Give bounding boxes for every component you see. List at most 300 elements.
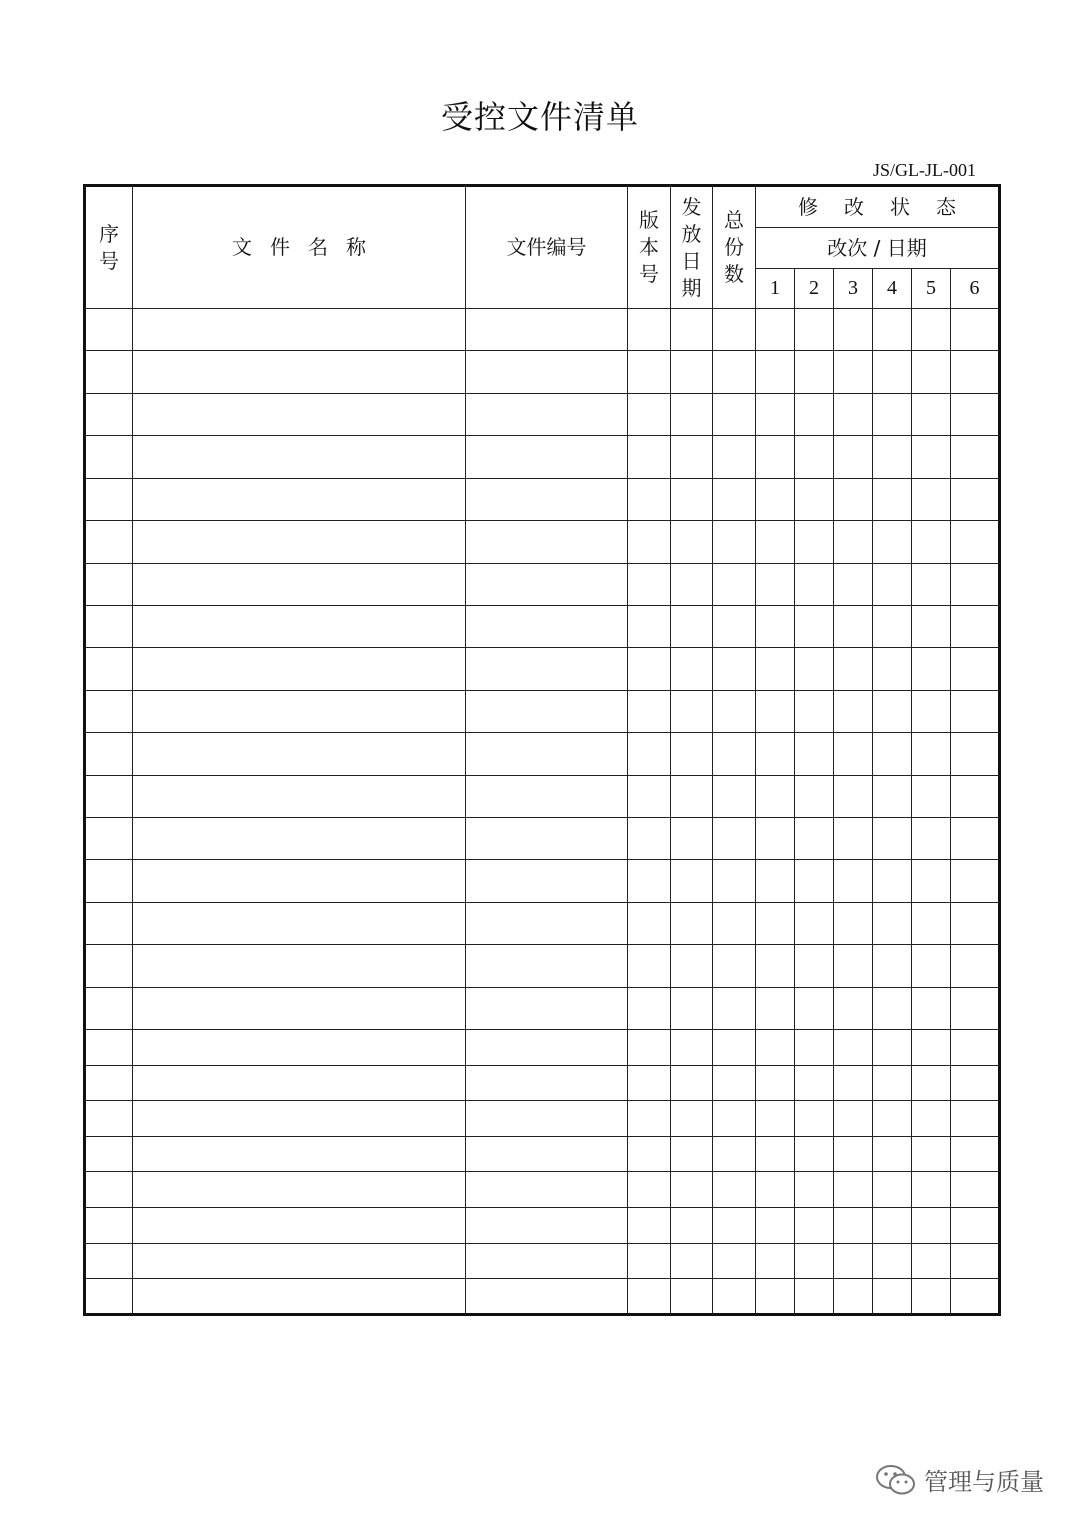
table-cell[interactable] xyxy=(133,478,466,520)
table-cell[interactable] xyxy=(912,818,951,860)
table-cell[interactable] xyxy=(951,733,1000,775)
table-cell[interactable] xyxy=(133,1172,466,1208)
table-cell[interactable] xyxy=(912,648,951,690)
table-cell[interactable] xyxy=(85,563,133,605)
table-cell[interactable] xyxy=(466,1172,628,1208)
table-cell[interactable] xyxy=(951,945,1000,987)
table-cell[interactable] xyxy=(671,1243,713,1279)
table-cell[interactable] xyxy=(466,1030,628,1066)
table-cell[interactable] xyxy=(834,436,873,478)
table-cell[interactable] xyxy=(951,521,1000,563)
table-cell[interactable] xyxy=(834,1030,873,1066)
table-cell[interactable] xyxy=(713,733,756,775)
table-cell[interactable] xyxy=(628,733,671,775)
table-cell[interactable] xyxy=(912,775,951,817)
table-cell[interactable] xyxy=(628,1243,671,1279)
table-cell[interactable] xyxy=(795,648,834,690)
table-cell[interactable] xyxy=(834,351,873,393)
table-cell[interactable] xyxy=(713,1030,756,1066)
table-cell[interactable] xyxy=(713,860,756,902)
table-cell[interactable] xyxy=(795,1172,834,1208)
table-cell[interactable] xyxy=(133,987,466,1029)
table-cell[interactable] xyxy=(85,1065,133,1101)
table-cell[interactable] xyxy=(951,563,1000,605)
table-cell[interactable] xyxy=(466,436,628,478)
table-cell[interactable] xyxy=(873,309,912,351)
table-cell[interactable] xyxy=(133,1243,466,1279)
table-cell[interactable] xyxy=(795,818,834,860)
table-cell[interactable] xyxy=(628,818,671,860)
table-cell[interactable] xyxy=(795,478,834,520)
table-cell[interactable] xyxy=(133,1101,466,1137)
table-cell[interactable] xyxy=(873,1172,912,1208)
table-cell[interactable] xyxy=(466,605,628,647)
table-cell[interactable] xyxy=(713,818,756,860)
table-cell[interactable] xyxy=(951,436,1000,478)
table-cell[interactable] xyxy=(873,860,912,902)
table-cell[interactable] xyxy=(713,987,756,1029)
table-cell[interactable] xyxy=(951,1065,1000,1101)
table-cell[interactable] xyxy=(85,902,133,944)
table-cell[interactable] xyxy=(951,393,1000,435)
table-cell[interactable] xyxy=(133,605,466,647)
table-cell[interactable] xyxy=(85,436,133,478)
table-cell[interactable] xyxy=(756,987,795,1029)
table-cell[interactable] xyxy=(951,1101,1000,1137)
table-cell[interactable] xyxy=(85,605,133,647)
table-cell[interactable] xyxy=(834,902,873,944)
table-cell[interactable] xyxy=(713,1279,756,1315)
table-cell[interactable] xyxy=(873,1243,912,1279)
table-cell[interactable] xyxy=(834,690,873,732)
table-cell[interactable] xyxy=(466,775,628,817)
table-cell[interactable] xyxy=(466,690,628,732)
table-cell[interactable] xyxy=(628,351,671,393)
table-cell[interactable] xyxy=(466,1136,628,1172)
table-cell[interactable] xyxy=(756,818,795,860)
table-cell[interactable] xyxy=(834,1279,873,1315)
table-cell[interactable] xyxy=(795,945,834,987)
table-cell[interactable] xyxy=(466,1243,628,1279)
table-cell[interactable] xyxy=(713,648,756,690)
table-cell[interactable] xyxy=(834,648,873,690)
table-cell[interactable] xyxy=(133,945,466,987)
table-cell[interactable] xyxy=(873,1030,912,1066)
table-cell[interactable] xyxy=(756,945,795,987)
table-cell[interactable] xyxy=(628,1101,671,1137)
table-cell[interactable] xyxy=(133,648,466,690)
table-cell[interactable] xyxy=(912,351,951,393)
table-cell[interactable] xyxy=(671,1172,713,1208)
table-cell[interactable] xyxy=(834,860,873,902)
table-cell[interactable] xyxy=(671,1136,713,1172)
table-cell[interactable] xyxy=(671,733,713,775)
table-cell[interactable] xyxy=(713,1101,756,1137)
table-cell[interactable] xyxy=(951,605,1000,647)
table-cell[interactable] xyxy=(951,1243,1000,1279)
table-cell[interactable] xyxy=(795,1065,834,1101)
table-cell[interactable] xyxy=(756,1101,795,1137)
table-cell[interactable] xyxy=(466,733,628,775)
table-cell[interactable] xyxy=(628,1172,671,1208)
table-cell[interactable] xyxy=(466,1065,628,1101)
table-cell[interactable] xyxy=(713,309,756,351)
table-cell[interactable] xyxy=(713,1243,756,1279)
table-cell[interactable] xyxy=(756,1208,795,1244)
table-cell[interactable] xyxy=(713,1172,756,1208)
table-cell[interactable] xyxy=(756,860,795,902)
table-cell[interactable] xyxy=(834,1065,873,1101)
table-cell[interactable] xyxy=(873,351,912,393)
table-cell[interactable] xyxy=(466,351,628,393)
table-cell[interactable] xyxy=(466,521,628,563)
table-cell[interactable] xyxy=(466,1279,628,1315)
table-cell[interactable] xyxy=(834,1208,873,1244)
table-cell[interactable] xyxy=(951,775,1000,817)
table-cell[interactable] xyxy=(713,902,756,944)
table-cell[interactable] xyxy=(873,1208,912,1244)
table-cell[interactable] xyxy=(628,436,671,478)
table-cell[interactable] xyxy=(912,1243,951,1279)
table-cell[interactable] xyxy=(466,902,628,944)
table-cell[interactable] xyxy=(912,1208,951,1244)
table-cell[interactable] xyxy=(795,1208,834,1244)
table-cell[interactable] xyxy=(873,733,912,775)
table-cell[interactable] xyxy=(85,775,133,817)
table-cell[interactable] xyxy=(795,563,834,605)
table-cell[interactable] xyxy=(912,1030,951,1066)
table-cell[interactable] xyxy=(133,393,466,435)
table-cell[interactable] xyxy=(873,478,912,520)
table-cell[interactable] xyxy=(466,987,628,1029)
table-cell[interactable] xyxy=(951,1030,1000,1066)
table-cell[interactable] xyxy=(713,563,756,605)
table-cell[interactable] xyxy=(133,1065,466,1101)
table-cell[interactable] xyxy=(671,1279,713,1315)
table-cell[interactable] xyxy=(756,309,795,351)
table-cell[interactable] xyxy=(795,1243,834,1279)
table-cell[interactable] xyxy=(713,605,756,647)
table-cell[interactable] xyxy=(671,563,713,605)
table-cell[interactable] xyxy=(671,1208,713,1244)
table-cell[interactable] xyxy=(756,605,795,647)
table-cell[interactable] xyxy=(85,309,133,351)
table-cell[interactable] xyxy=(671,902,713,944)
table-cell[interactable] xyxy=(628,393,671,435)
table-cell[interactable] xyxy=(466,945,628,987)
table-cell[interactable] xyxy=(912,987,951,1029)
table-cell[interactable] xyxy=(912,605,951,647)
table-cell[interactable] xyxy=(951,902,1000,944)
table-cell[interactable] xyxy=(85,690,133,732)
table-cell[interactable] xyxy=(834,945,873,987)
table-cell[interactable] xyxy=(628,563,671,605)
table-cell[interactable] xyxy=(671,351,713,393)
table-cell[interactable] xyxy=(873,648,912,690)
table-cell[interactable] xyxy=(834,818,873,860)
table-cell[interactable] xyxy=(756,690,795,732)
table-cell[interactable] xyxy=(628,1065,671,1101)
table-cell[interactable] xyxy=(951,478,1000,520)
table-cell[interactable] xyxy=(466,563,628,605)
table-cell[interactable] xyxy=(873,1279,912,1315)
table-cell[interactable] xyxy=(133,733,466,775)
table-cell[interactable] xyxy=(713,945,756,987)
table-cell[interactable] xyxy=(795,309,834,351)
table-cell[interactable] xyxy=(85,521,133,563)
table-cell[interactable] xyxy=(912,945,951,987)
table-cell[interactable] xyxy=(713,775,756,817)
table-cell[interactable] xyxy=(912,393,951,435)
table-cell[interactable] xyxy=(466,860,628,902)
table-cell[interactable] xyxy=(671,860,713,902)
table-cell[interactable] xyxy=(713,1208,756,1244)
table-cell[interactable] xyxy=(834,733,873,775)
table-cell[interactable] xyxy=(85,351,133,393)
table-cell[interactable] xyxy=(834,987,873,1029)
table-cell[interactable] xyxy=(628,648,671,690)
table-cell[interactable] xyxy=(85,1172,133,1208)
table-cell[interactable] xyxy=(873,393,912,435)
table-cell[interactable] xyxy=(912,1172,951,1208)
table-cell[interactable] xyxy=(795,1101,834,1137)
table-cell[interactable] xyxy=(628,1136,671,1172)
table-cell[interactable] xyxy=(133,351,466,393)
table-cell[interactable] xyxy=(85,1208,133,1244)
table-cell[interactable] xyxy=(133,521,466,563)
table-cell[interactable] xyxy=(834,521,873,563)
table-cell[interactable] xyxy=(873,690,912,732)
table-cell[interactable] xyxy=(671,987,713,1029)
table-cell[interactable] xyxy=(951,818,1000,860)
table-cell[interactable] xyxy=(85,478,133,520)
table-cell[interactable] xyxy=(912,521,951,563)
table-cell[interactable] xyxy=(85,945,133,987)
table-cell[interactable] xyxy=(873,563,912,605)
table-cell[interactable] xyxy=(671,605,713,647)
table-cell[interactable] xyxy=(912,1279,951,1315)
table-cell[interactable] xyxy=(834,309,873,351)
table-cell[interactable] xyxy=(713,690,756,732)
table-cell[interactable] xyxy=(834,775,873,817)
table-cell[interactable] xyxy=(628,309,671,351)
table-cell[interactable] xyxy=(85,1030,133,1066)
table-cell[interactable] xyxy=(628,1208,671,1244)
table-cell[interactable] xyxy=(671,521,713,563)
table-cell[interactable] xyxy=(466,648,628,690)
table-cell[interactable] xyxy=(466,1101,628,1137)
table-cell[interactable] xyxy=(834,1172,873,1208)
table-cell[interactable] xyxy=(85,987,133,1029)
table-cell[interactable] xyxy=(133,902,466,944)
table-cell[interactable] xyxy=(873,1065,912,1101)
table-cell[interactable] xyxy=(85,1136,133,1172)
table-cell[interactable] xyxy=(795,393,834,435)
table-cell[interactable] xyxy=(912,902,951,944)
table-cell[interactable] xyxy=(628,1030,671,1066)
table-cell[interactable] xyxy=(713,393,756,435)
table-cell[interactable] xyxy=(133,1136,466,1172)
table-cell[interactable] xyxy=(713,351,756,393)
table-cell[interactable] xyxy=(873,521,912,563)
table-cell[interactable] xyxy=(756,351,795,393)
table-cell[interactable] xyxy=(756,1065,795,1101)
table-cell[interactable] xyxy=(756,1136,795,1172)
table-cell[interactable] xyxy=(756,1030,795,1066)
table-cell[interactable] xyxy=(133,860,466,902)
table-cell[interactable] xyxy=(756,393,795,435)
table-cell[interactable] xyxy=(671,690,713,732)
table-cell[interactable] xyxy=(795,1279,834,1315)
table-cell[interactable] xyxy=(795,351,834,393)
table-cell[interactable] xyxy=(671,393,713,435)
table-cell[interactable] xyxy=(756,1243,795,1279)
table-cell[interactable] xyxy=(756,478,795,520)
table-cell[interactable] xyxy=(85,648,133,690)
table-cell[interactable] xyxy=(873,1101,912,1137)
table-cell[interactable] xyxy=(628,478,671,520)
table-cell[interactable] xyxy=(466,478,628,520)
table-cell[interactable] xyxy=(671,1101,713,1137)
table-cell[interactable] xyxy=(671,1065,713,1101)
table-cell[interactable] xyxy=(912,1101,951,1137)
table-cell[interactable] xyxy=(912,1065,951,1101)
table-cell[interactable] xyxy=(133,1030,466,1066)
table-cell[interactable] xyxy=(795,860,834,902)
table-cell[interactable] xyxy=(795,521,834,563)
table-cell[interactable] xyxy=(133,818,466,860)
table-cell[interactable] xyxy=(133,563,466,605)
table-cell[interactable] xyxy=(671,309,713,351)
table-cell[interactable] xyxy=(671,436,713,478)
table-cell[interactable] xyxy=(873,902,912,944)
table-cell[interactable] xyxy=(756,902,795,944)
table-cell[interactable] xyxy=(951,1208,1000,1244)
table-cell[interactable] xyxy=(133,775,466,817)
table-cell[interactable] xyxy=(795,775,834,817)
table-cell[interactable] xyxy=(671,818,713,860)
table-cell[interactable] xyxy=(85,393,133,435)
table-cell[interactable] xyxy=(912,309,951,351)
table-cell[interactable] xyxy=(628,902,671,944)
table-cell[interactable] xyxy=(951,860,1000,902)
table-cell[interactable] xyxy=(951,309,1000,351)
table-cell[interactable] xyxy=(628,605,671,647)
table-cell[interactable] xyxy=(133,436,466,478)
table-cell[interactable] xyxy=(133,309,466,351)
table-cell[interactable] xyxy=(756,1279,795,1315)
table-cell[interactable] xyxy=(628,945,671,987)
table-cell[interactable] xyxy=(795,902,834,944)
table-cell[interactable] xyxy=(85,860,133,902)
table-cell[interactable] xyxy=(873,605,912,647)
table-cell[interactable] xyxy=(951,1172,1000,1208)
table-cell[interactable] xyxy=(85,733,133,775)
table-cell[interactable] xyxy=(912,563,951,605)
table-cell[interactable] xyxy=(756,1172,795,1208)
table-cell[interactable] xyxy=(951,351,1000,393)
table-cell[interactable] xyxy=(912,733,951,775)
table-cell[interactable] xyxy=(713,1065,756,1101)
table-cell[interactable] xyxy=(951,648,1000,690)
table-cell[interactable] xyxy=(628,521,671,563)
table-cell[interactable] xyxy=(756,563,795,605)
table-cell[interactable] xyxy=(912,436,951,478)
table-cell[interactable] xyxy=(951,1136,1000,1172)
table-cell[interactable] xyxy=(756,648,795,690)
table-cell[interactable] xyxy=(628,987,671,1029)
table-cell[interactable] xyxy=(713,436,756,478)
table-cell[interactable] xyxy=(713,521,756,563)
table-cell[interactable] xyxy=(873,775,912,817)
table-cell[interactable] xyxy=(466,818,628,860)
table-cell[interactable] xyxy=(628,775,671,817)
table-cell[interactable] xyxy=(756,775,795,817)
table-cell[interactable] xyxy=(133,690,466,732)
table-cell[interactable] xyxy=(873,1136,912,1172)
table-cell[interactable] xyxy=(85,1279,133,1315)
table-cell[interactable] xyxy=(912,1136,951,1172)
table-cell[interactable] xyxy=(795,605,834,647)
table-cell[interactable] xyxy=(834,563,873,605)
table-cell[interactable] xyxy=(671,945,713,987)
table-cell[interactable] xyxy=(85,818,133,860)
table-cell[interactable] xyxy=(873,818,912,860)
table-cell[interactable] xyxy=(951,1279,1000,1315)
table-cell[interactable] xyxy=(466,1208,628,1244)
table-cell[interactable] xyxy=(756,733,795,775)
table-cell[interactable] xyxy=(834,1243,873,1279)
table-cell[interactable] xyxy=(756,521,795,563)
table-cell[interactable] xyxy=(951,690,1000,732)
table-cell[interactable] xyxy=(85,1243,133,1279)
table-cell[interactable] xyxy=(912,690,951,732)
table-cell[interactable] xyxy=(834,393,873,435)
table-cell[interactable] xyxy=(795,1136,834,1172)
table-cell[interactable] xyxy=(671,648,713,690)
table-cell[interactable] xyxy=(873,945,912,987)
table-cell[interactable] xyxy=(873,436,912,478)
table-cell[interactable] xyxy=(795,436,834,478)
table-cell[interactable] xyxy=(756,436,795,478)
table-cell[interactable] xyxy=(912,860,951,902)
table-cell[interactable] xyxy=(834,605,873,647)
table-cell[interactable] xyxy=(713,1136,756,1172)
table-cell[interactable] xyxy=(466,393,628,435)
table-cell[interactable] xyxy=(834,478,873,520)
table-cell[interactable] xyxy=(795,733,834,775)
table-cell[interactable] xyxy=(628,860,671,902)
table-cell[interactable] xyxy=(912,478,951,520)
table-cell[interactable] xyxy=(795,1030,834,1066)
table-cell[interactable] xyxy=(671,478,713,520)
table-cell[interactable] xyxy=(795,690,834,732)
table-cell[interactable] xyxy=(713,478,756,520)
table-cell[interactable] xyxy=(951,987,1000,1029)
table-cell[interactable] xyxy=(671,1030,713,1066)
table-cell[interactable] xyxy=(628,690,671,732)
table-cell[interactable] xyxy=(873,987,912,1029)
table-cell[interactable] xyxy=(133,1279,466,1315)
table-cell[interactable] xyxy=(834,1136,873,1172)
table-cell[interactable] xyxy=(466,309,628,351)
table-cell[interactable] xyxy=(834,1101,873,1137)
table-cell[interactable] xyxy=(628,1279,671,1315)
table-cell[interactable] xyxy=(795,987,834,1029)
table-cell[interactable] xyxy=(671,775,713,817)
table-cell[interactable] xyxy=(85,1101,133,1137)
table-cell[interactable] xyxy=(133,1208,466,1244)
